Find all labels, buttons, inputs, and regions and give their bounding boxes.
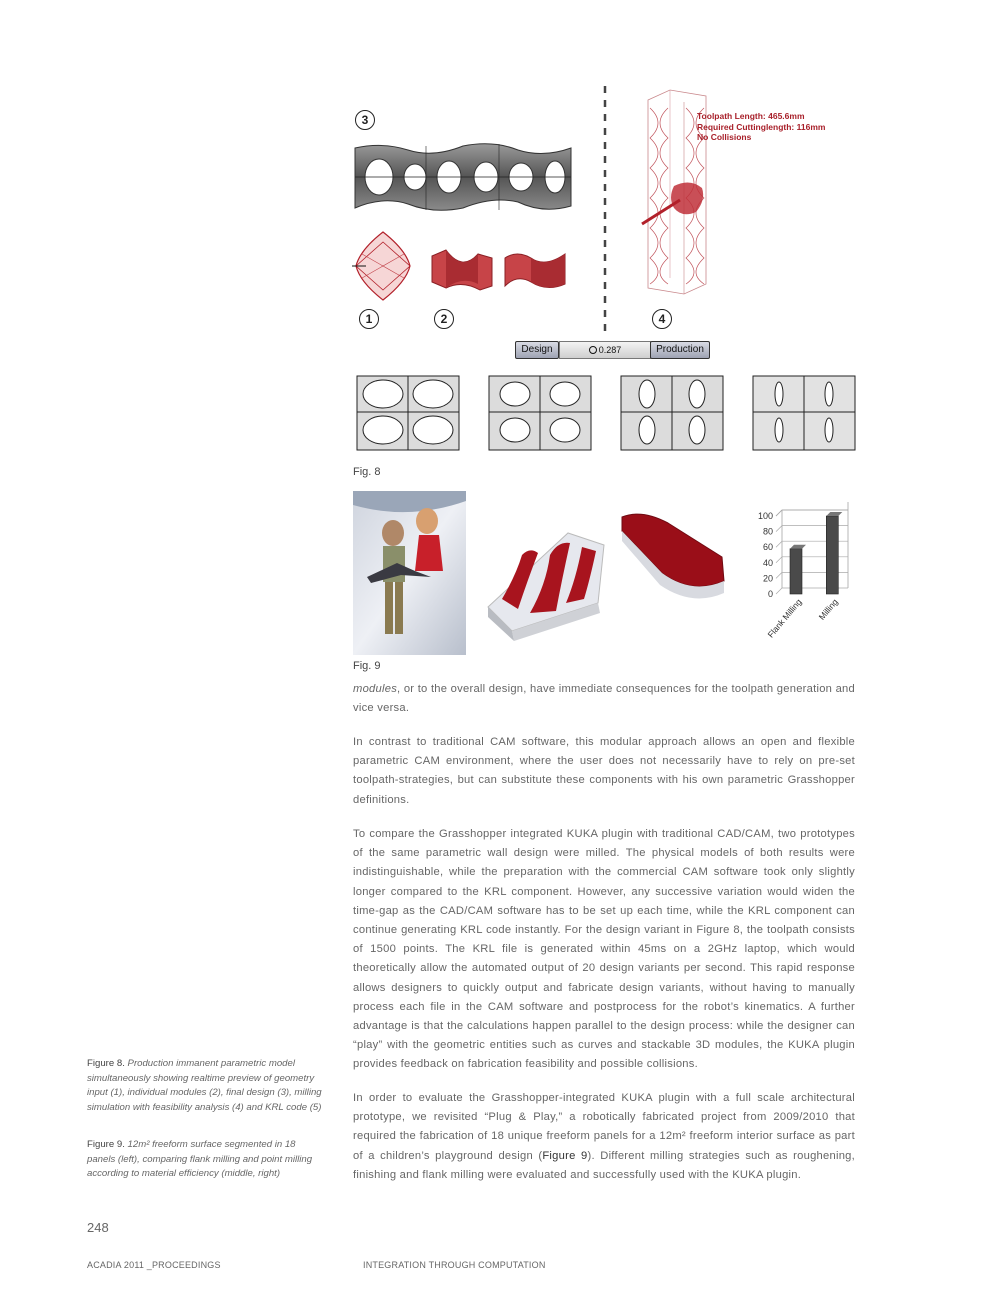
paragraph-1-text: , or to the overall design, have immediate consequences for the toolpath generation and vice versa.	[353, 683, 855, 715]
y-tick-label: 20	[762, 573, 773, 584]
figure-9-reference[interactable]: Figure 9	[542, 1149, 588, 1162]
slider-value: 0.287	[598, 345, 622, 355]
figure-9-caption	[87, 1138, 323, 1182]
slider-track[interactable]	[559, 341, 651, 359]
paragraph-4-text-b: ). Different milling strategies such as roughening, finishing and flank milling were evaluated and successfully used with the KUKA plugin.	[353, 1149, 855, 1181]
footer-left: ACADIA 2011 _PROCEEDINGS	[87, 1260, 221, 1270]
figure-8-caption-label: Figure 8.	[87, 1058, 125, 1069]
footer-right: INTEGRATION THROUGH COMPUTATION	[363, 1260, 546, 1270]
design-variants	[355, 372, 860, 454]
paragraph-3: To compare the Grasshopper integrated KUKA plugin with traditional CAD/CAM, two prototypes of the same parametric wall design were milled. The physical models of both results were indistinguishable, while the preparation with the commercial CAM software took only slightly longer compared to the KRL component. However, any successive variation would widen the time-gap as the CAD/CAM software has to be set up each time, while the KRL component can continue generating KRL code instantly. For the design variant in Figure 8, the toolpath consists of 1500 points. The KRL file is generated within 45ms on a 2GHz laptop, which would theoretically allow the automated output of 20 design variants per second. This rapid response allows designers to quickly output and fabricate design variants, without having to manually process each file in the CAM software and postprocess for the robot’s kinematics. A further advantage is that the calculations happen parallel to the design process: while the designer can “play” with the geometric entities such as curves and stackable 3D modules, the KUKA plugin provides feedback on fabrication feasibility and possible collisions.	[353, 828, 855, 1071]
geometry-input	[352, 228, 414, 304]
paragraph-4-text-a: In order to evaluate the Grasshopper-integrated KUKA plugin with a full scale architectural prototype, we revisited “Plug & Play,” a robotically fabricated project from 2009/2010 that required the fabrication of 18 unique freeform panels for a 12m² freeform interior surface as part of a children’s playground design (	[353, 1092, 855, 1162]
module-a	[428, 246, 496, 294]
bar-flank-milling	[790, 549, 802, 594]
required-cutting-length: Required Cuttinglength: 116mm	[697, 121, 826, 132]
panel-renders	[472, 495, 740, 645]
figure-8-caption	[87, 1057, 323, 1116]
variant-2	[489, 376, 591, 450]
variant-3	[621, 376, 723, 450]
fig8-tag: Fig. 8	[353, 466, 381, 478]
y-tick-label: 40	[762, 557, 773, 568]
x-tick-label: Milling	[816, 596, 840, 622]
paragraph-1-emphasis: modules	[353, 683, 398, 695]
fig9-tag: Fig. 9	[353, 660, 381, 672]
label-3: 3	[355, 110, 375, 130]
page-number: 248	[87, 1220, 109, 1235]
production-button[interactable]: Production	[650, 341, 710, 359]
y-tick-label: 60	[762, 542, 773, 553]
x-tick-label: Flank Milling	[765, 596, 804, 640]
label-2: 2	[434, 309, 454, 329]
paragraph-2: In contrast to traditional CAM software, this modular approach allows an open and flexible parametric CAM environment, where the user does not necessarily have to rely on pre-set toolpath-strategies, but can substitute these components with his own parametric Grasshopper definitions.	[353, 736, 855, 806]
y-tick-label: 80	[762, 526, 773, 537]
design-production-slider[interactable]	[515, 341, 709, 359]
collision-status: No Collisions	[697, 132, 752, 142]
label-4: 4	[652, 309, 672, 329]
variant-1	[357, 376, 459, 450]
dashed-divider	[602, 86, 608, 332]
toolpath-length: Toolpath Length: 465.6mm	[697, 111, 805, 121]
figure-9-caption-label: Figure 9.	[87, 1139, 125, 1150]
y-tick-label: 100	[757, 511, 773, 521]
variant-4	[753, 376, 855, 450]
figure-8-caption-text: Production immanent parametric model simultaneously showing realtime preview of geometry input (1), individual modules (2), final design (3), milling simulation with feasibility analysis (4) and KRL code (5)	[87, 1058, 322, 1114]
bar-top	[790, 545, 806, 549]
milling-efficiency-chart	[748, 498, 866, 658]
bar-top	[826, 512, 842, 516]
y-tick-label: 0	[767, 589, 773, 599]
toolpath-info	[697, 111, 825, 143]
module-b	[503, 246, 569, 294]
bar-milling	[826, 516, 838, 594]
final-design-strip	[353, 140, 573, 215]
label-1: 1	[359, 309, 379, 329]
slider-knob-icon[interactable]	[589, 346, 597, 354]
paragraph-4	[353, 1089, 855, 1185]
design-button[interactable]: Design	[515, 341, 559, 359]
paragraph-1	[353, 680, 855, 718]
figure-9-caption-text: 12m² freeform surface segmented in 18 panels (left), comparing flank milling and point milling according to material efficiency (middle, right)	[87, 1139, 313, 1180]
playground-photo	[353, 491, 466, 655]
